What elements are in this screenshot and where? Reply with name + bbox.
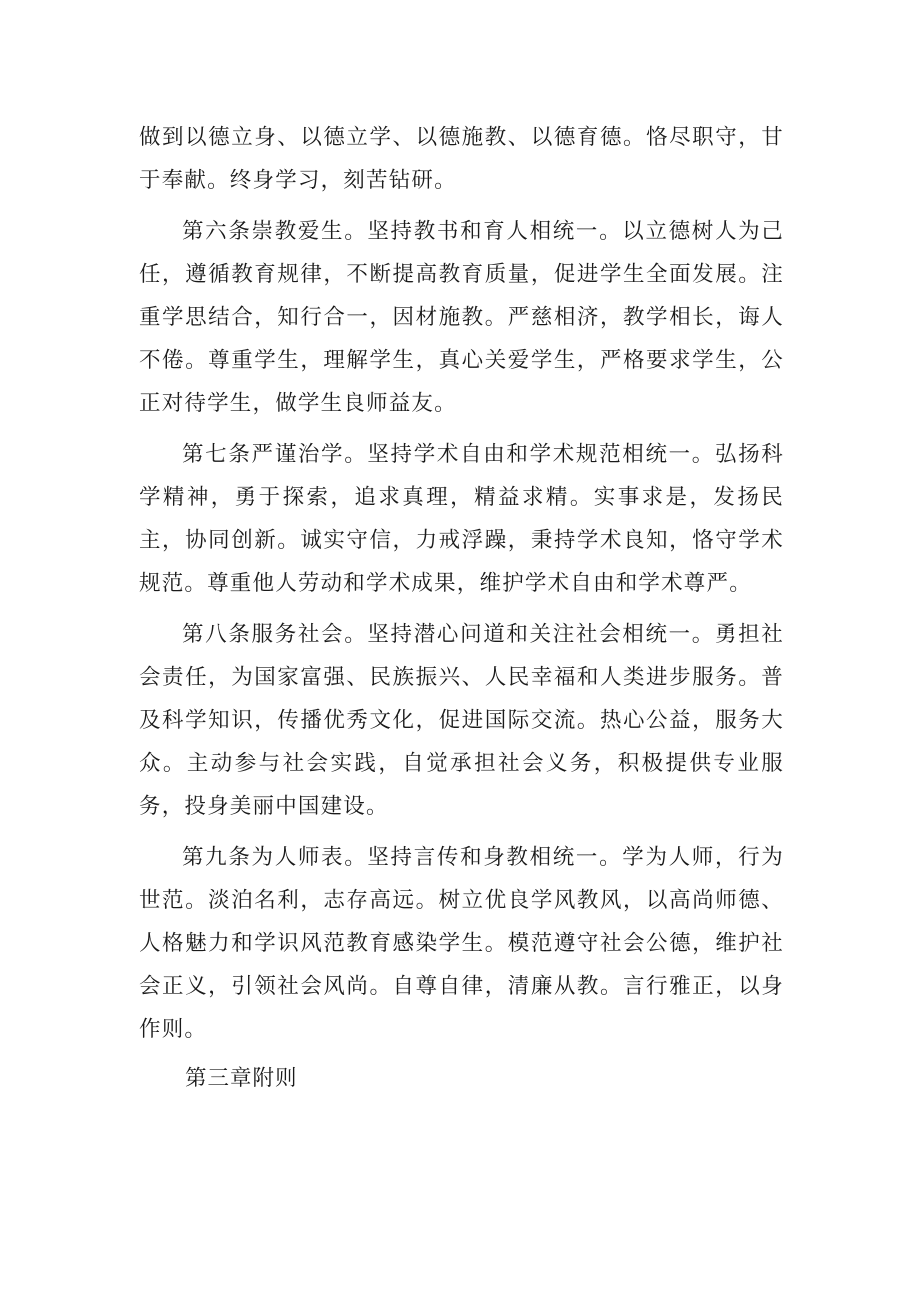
paragraph-article-6: 第六条崇教爱生。坚持教书和育人相统一。以立德树人为己任，遵循教育规律，不断提高教育质量，促进学生全面发展。注重学思结合，知行合一，因材施教。严慈相济，教学相长，诲人不倦。尊重学生，理解学生，真心关爱学生，严格要求学生，公正对待学生，做学生良师益友。 <box>139 219 784 416</box>
paragraph-continuation: 做到以德立身、以德立学、以德施教、以德育德。恪尽职守，甘于奉献。终身学习，刻苦钻研。 <box>139 125 784 193</box>
paragraph-article-7: 第七条严谨治学。坚持学术自由和学术规范相统一。弘扬科学精神，勇于探索，追求真理，精益求精。实事求是，发扬民主，协同创新。诚实守信，力戒浮躁，秉持学术良知，恪守学术规范。尊重他人劳动和学术成果，维护学术自由和学术尊严。 <box>139 442 784 596</box>
document-body <box>139 116 784 1099</box>
paragraph-article-9: 第九条为人师表。坚持言传和身教相统一。学为人师，行为世范。淡泊名利，志存高远。树立优良学风教风，以高尚师德、人格魅力和学识风范教育感染学生。模范遵守社会公德，维护社会正义，引领社会风尚。自尊自律，清廉从教。言行雅正，以身作则。 <box>139 845 784 1042</box>
paragraph-article-8: 第八条服务社会。坚持潜心问道和关注社会相统一。勇担社会责任，为国家富强、民族振兴、人民幸福和人类进步服务。普及科学知识，传播优秀文化，促进国际交流。热心公益，服务大众。主动参与社会实践，自觉承担社会义务，积极提供专业服务，投身美丽中国建设。 <box>139 622 784 819</box>
chapter-heading: 第三章附则 <box>185 1066 298 1091</box>
